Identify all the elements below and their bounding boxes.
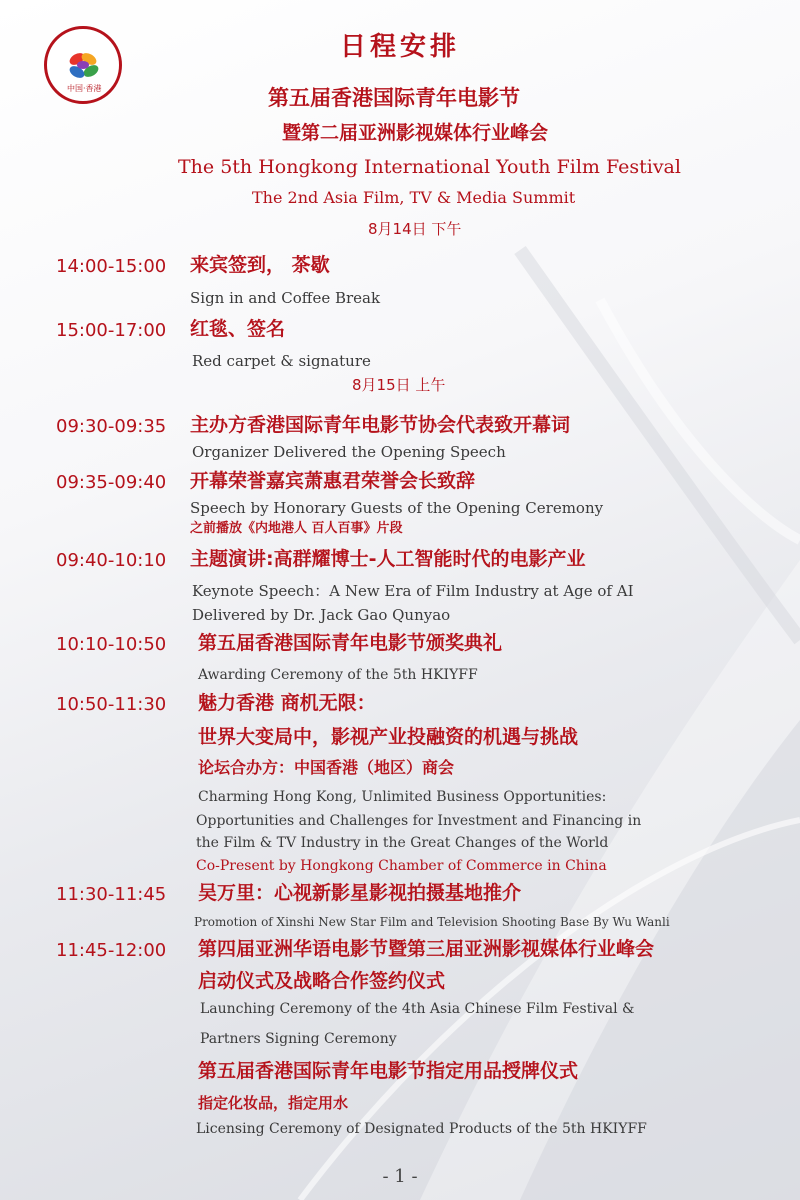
schedule-item-en: Sign in and Coffee Break: [190, 289, 381, 307]
schedule-item-cn: 主办方香港国际青年电影节协会代表致开幕词: [190, 414, 571, 436]
schedule-item-en-2: Delivered by Dr. Jack Gao Qunyao: [192, 606, 451, 624]
schedule-item-en: Keynote Speech：A New Era of Film Industry at Age of AI: [192, 582, 634, 600]
schedule-item-cn: 红毯、签名: [190, 318, 286, 340]
schedule-item-en-3: the Film & TV Industry in the Great Changes of the World: [196, 835, 609, 851]
schedule-item-cn-2: 世界大变局中，影视产业投融资的机遇与挑战: [198, 726, 579, 748]
festival-title-en: The 5th Hongkong International Youth Film Festival: [178, 156, 681, 178]
schedule-time: 10:10-10:50: [56, 634, 167, 655]
schedule-item-en: Speech by Honorary Guests of the Opening Ceremony: [190, 499, 604, 517]
schedule-item-cn-4: 指定化妆品，指定用水: [198, 1094, 349, 1112]
schedule-item-note: 之前播放《内地港人 百人百事》片段: [190, 521, 403, 536]
schedule-time: 11:30-11:45: [56, 884, 167, 905]
schedule-item-en: Awarding Ceremony of the 5th HKIYFF: [198, 667, 478, 683]
schedule-item-cn: 第五届香港国际青年电影节颁奖典礼: [198, 632, 503, 654]
schedule-item-cn: 来宾签到， 茶歇: [190, 254, 330, 276]
schedule-time: 15:00-17:00: [56, 320, 167, 341]
schedule-time: 14:00-15:00: [56, 256, 167, 277]
schedule-time: 11:45-12:00: [56, 940, 167, 961]
schedule-item-cn: 主题演讲:高群耀博士-人工智能时代的电影产业: [190, 548, 586, 570]
schedule-item-cn-3: 第五届香港国际青年电影节指定用品授牌仪式: [198, 1060, 579, 1082]
schedule-item-en-3: Licensing Ceremony of Designated Products of the 5th HKIYFF: [196, 1121, 647, 1137]
logo-bottom-text: 中国·香港: [67, 84, 102, 93]
schedule-time: 10:50-11:30: [56, 694, 167, 715]
schedule-item-cn-2: 启动仪式及战略合作签约仪式: [198, 970, 446, 992]
schedule-time: 09:30-09:35: [56, 416, 167, 437]
festival-title-cn: 第五届香港国际青年电影节: [268, 86, 520, 110]
schedule-item-en: Launching Ceremony of the 4th Asia Chinese Film Festival &: [200, 1001, 635, 1017]
summit-title-cn: 暨第二届亚洲影视媒体行业峰会: [282, 122, 549, 144]
schedule-item-en-2: Opportunities and Challenges for Investment and Financing in: [196, 813, 642, 829]
schedule-time: 09:35-09:40: [56, 472, 167, 493]
schedule-item-en: Promotion of Xinshi New Star Film and Television Shooting Base By Wu Wanli: [194, 915, 670, 929]
day1-date: 8月14日 下午: [368, 220, 462, 238]
schedule-item-en-2: Partners Signing Ceremony: [200, 1031, 397, 1047]
schedule-time: 09:40-10:10: [56, 550, 167, 571]
schedule-item-en: Charming Hong Kong, Unlimited Business Opportunities:: [198, 789, 607, 805]
schedule-item-en: Red carpet & signature: [192, 352, 371, 370]
schedule-item-cn-3: 论坛合办方：中国香港（地区）商会: [198, 758, 455, 777]
page-title: 日程安排: [340, 32, 461, 62]
page-number: - 1 -: [382, 1166, 418, 1187]
schedule-item-cn: 魅力香港 商机无限：: [198, 692, 376, 714]
association-logo: [44, 26, 122, 104]
summit-title-en: The 2nd Asia Film, TV & Media Summit: [252, 188, 576, 207]
schedule-item-cn: 吴万里：心视新影星影视拍摄基地推介: [198, 882, 522, 904]
schedule-item-cn: 开幕荣誉嘉宾萧惠君荣誉会长致辞: [190, 470, 476, 492]
schedule-item-cn: 第四届亚洲华语电影节暨第三届亚洲影视媒体行业峰会: [198, 938, 655, 960]
schedule-item-en-4: Co-Present by Hongkong Chamber of Commerce in China: [196, 858, 607, 874]
schedule-item-en: Organizer Delivered the Opening Speech: [192, 443, 506, 461]
day2-date: 8月15日 上午: [352, 376, 446, 394]
